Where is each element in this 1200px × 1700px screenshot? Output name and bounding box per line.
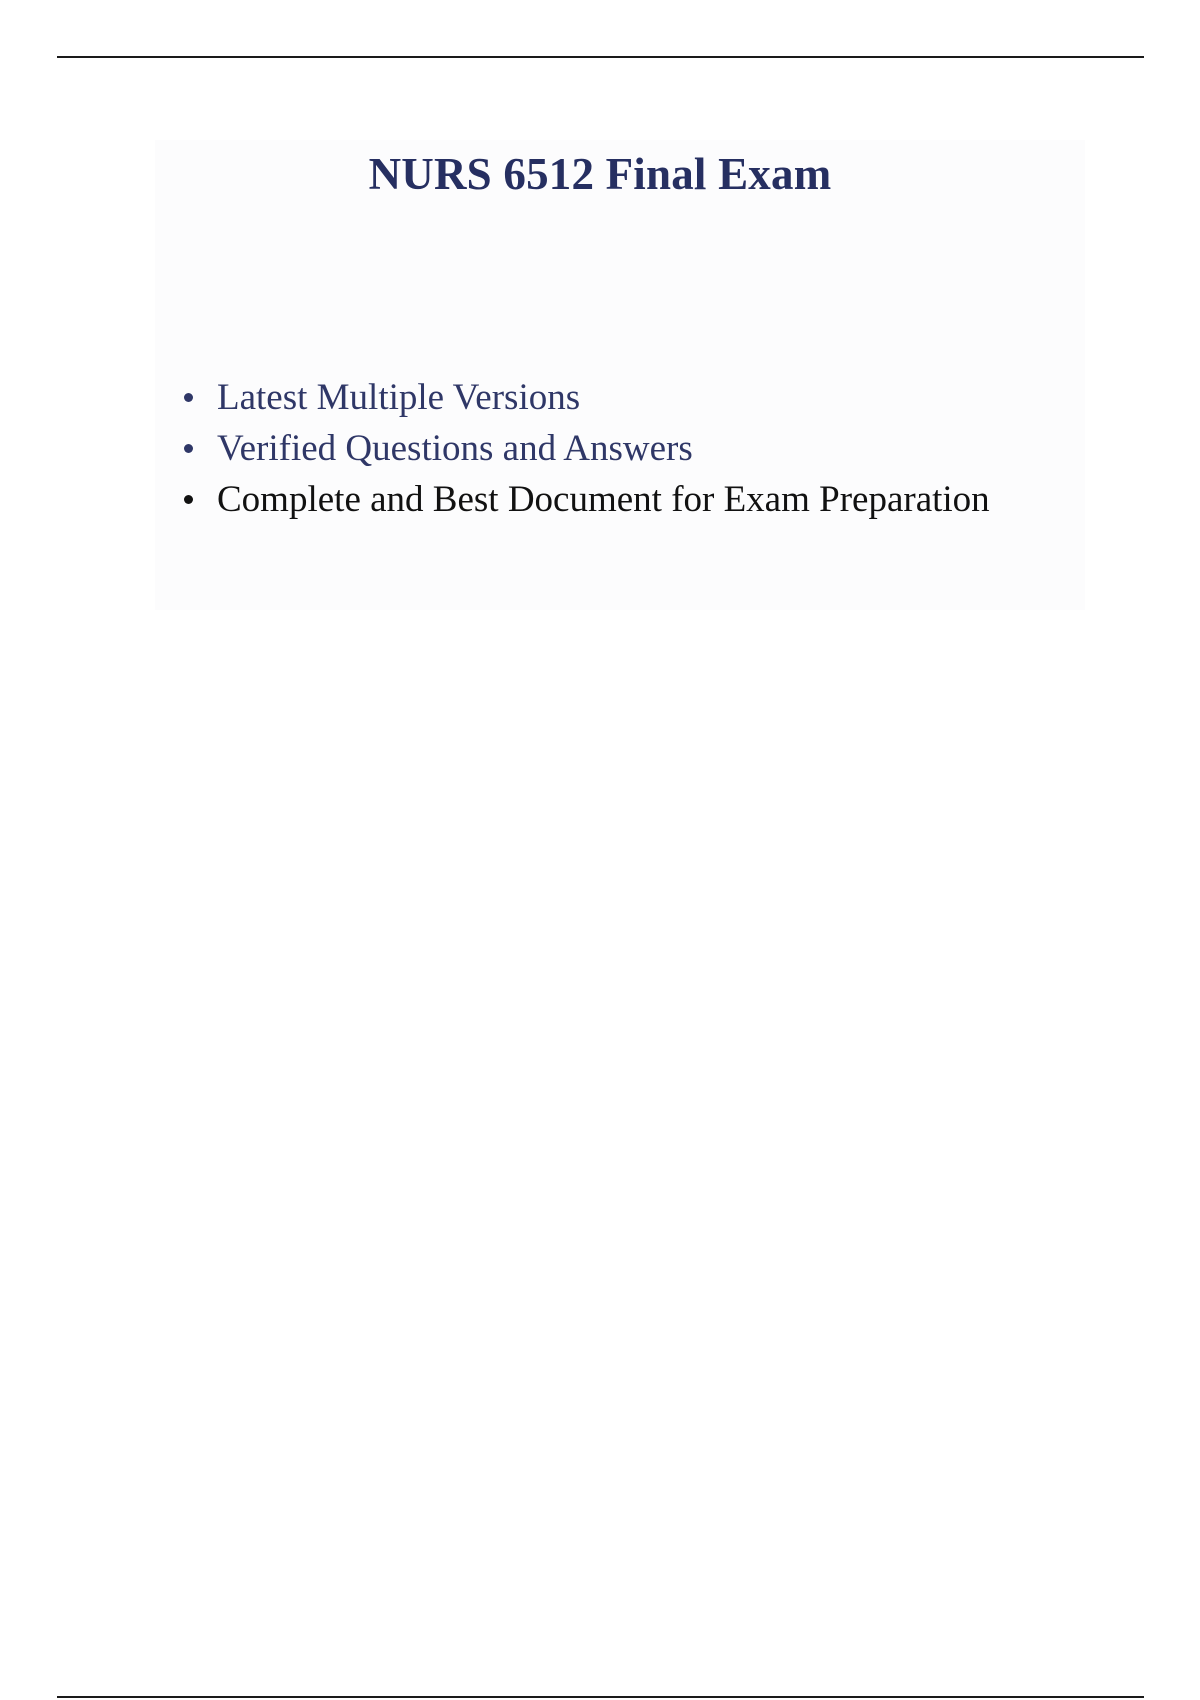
page-title: NURS 6512 Final Exam xyxy=(368,149,832,199)
bullet-icon xyxy=(184,444,193,453)
list-item-text: Complete and Best Document for Exam Preparation xyxy=(217,479,990,520)
list-item xyxy=(180,423,990,474)
list-item-text: Verified Questions and Answers xyxy=(217,428,693,469)
feature-list xyxy=(180,372,990,525)
bottom-rule xyxy=(57,1696,1144,1698)
bullet-icon xyxy=(184,393,193,402)
list-item-text: Latest Multiple Versions xyxy=(217,377,581,418)
list-item xyxy=(180,474,990,525)
bullet-icon xyxy=(184,495,193,504)
list-item xyxy=(180,372,990,423)
top-rule xyxy=(57,56,1144,58)
